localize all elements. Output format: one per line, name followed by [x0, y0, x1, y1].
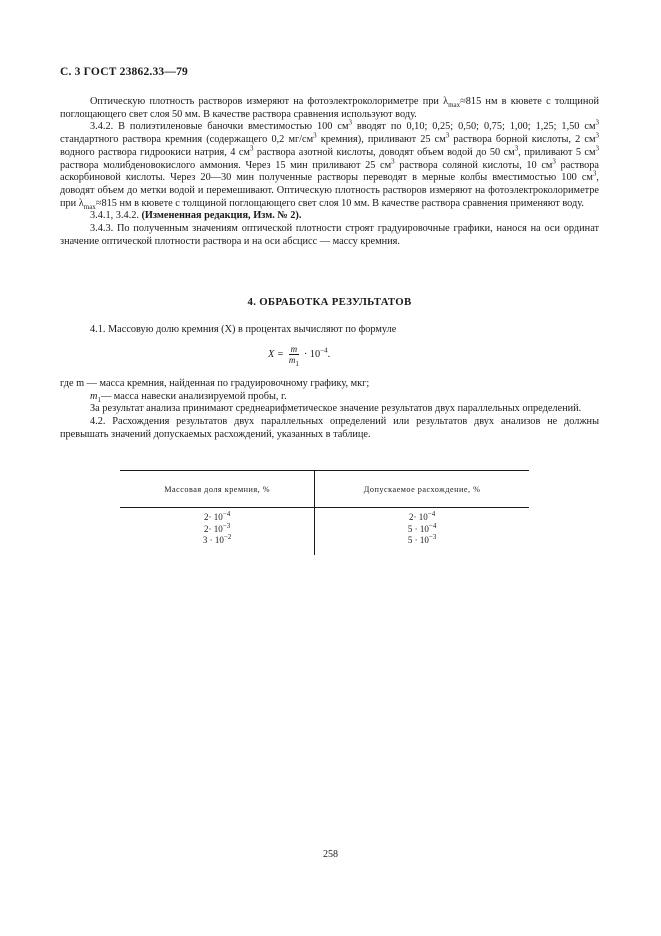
mass-fraction-formula	[268, 344, 331, 368]
paragraph-3-4-2: 3.4.2. В полиэтиленовые баночки вместимостью 100 $см^3$ вводят по 0,10; 0,25; 0,50; 0,75; 1,00; 1,25; 1,50 $см^3$ стандартного раствора кремния (содержащего 0,2 $мг/см^3$ кремния), приливают 25 $см^3$ раствора борной кислоты, 2 $см^3$ водного раствора гидроокиси натрия, 4 $см^3$ раствора азотной кислоты, доводят объем водой до 50 $см^3$, приливают 5 $см^3$ раствора молибденовокислого аммония. Через 15 мин приливают 25 $см^3$ раствора соляной кислоты, 10 $см^3$ раствора аскорбиновой кислоты. Через 20—30 мин полученные растворы переводят в мерные колбы вместимостью 100 $см^3$, доводят объем до метки водой и перемешивают. Оптическую плотность растворов измеряют на фотоэлектроколориметре при $\lambda_{max}\approx 815$ нм в кювете с толщиной поглощающего свет слоя 10 мм. В качестве раствора сравнения применяют воду.	[60, 118, 599, 211]
column-header-tolerance: Допускаемое расхождение, %	[315, 471, 529, 508]
table-cell-tolerance: $5 \cdot 10^{-3}$	[407, 533, 437, 545]
table-cell-mass-fraction: $2\cdot 10^{-4}$	[120, 508, 315, 524]
section-heading: 4. ОБРАБОТКА РЕЗУЛЬТАТОВ	[247, 296, 412, 308]
formula-end: .	[327, 349, 331, 360]
formula-denominator: $m_1$	[288, 355, 299, 368]
definition-m1: $m_1—$ масса навески анализируемой пробы, г.	[90, 390, 287, 404]
formula-factor: · $10^{-4}$	[303, 346, 328, 360]
body-text	[60, 96, 599, 248]
table-row	[120, 524, 529, 536]
column-header-mass-fraction: Массовая доля кремния, %	[120, 471, 315, 508]
table-row	[120, 508, 529, 524]
formula-intro: 4.1. Массовую долю кремния (X) в процентах вычисляют по формуле	[90, 324, 397, 335]
table-cell-mass-fraction: $3 \cdot 10^{-2}$	[120, 535, 315, 555]
page-number: 258	[323, 849, 338, 860]
table-cell-mass-fraction: $2\cdot 10^{-3}$	[120, 524, 315, 536]
paragraph-optical-density-50mm: Оптическую плотность растворов измеряют на фотоэлектроколориметре при $\lambda_{max}\approx 815$ нм в кювете с толщиной поглощающего свет слоя 50 мм. В качестве раствора сравнения используют воду.	[60, 96, 599, 120]
table-cell-tolerance: $2\cdot 10^{-4}$	[409, 510, 436, 522]
formula-lhs: X =	[268, 349, 284, 360]
formula-fraction	[287, 344, 301, 368]
page-header: С. 3 ГОСТ 23862.33—79	[60, 66, 188, 78]
tolerance-table	[120, 470, 529, 555]
definition-m: где m — масса кремния, найденная по градуировочному графику, мкг;	[60, 378, 370, 389]
paragraph-3-4-3: 3.4.3. По полученным значениям оптической плотности строят градуировочные графики, нанося на оси ординат значение оптической плотности раствора и на оси абсцисс — массу кремния.	[60, 223, 599, 247]
table-row	[120, 535, 529, 555]
definitions	[60, 378, 599, 442]
table-cell-tolerance: $5 \cdot 10^{-4}$	[407, 521, 437, 534]
paragraph-amendment-note: 3.4.1, 3.4.2. (Измененная редакция, Изм. № 2).	[90, 210, 302, 222]
result-rule: За результат анализа принимают среднеарифметическое значение результатов двух параллельных определений.	[90, 403, 582, 415]
table-header-row	[120, 471, 529, 508]
formula-numerator: m	[290, 344, 298, 354]
paragraph-4-2: 4.2. Расхождения результатов двух параллельных определений или результатов двух анализов не должны превышать значений допускаемых расхождений, указанных в таблице.	[60, 416, 599, 440]
